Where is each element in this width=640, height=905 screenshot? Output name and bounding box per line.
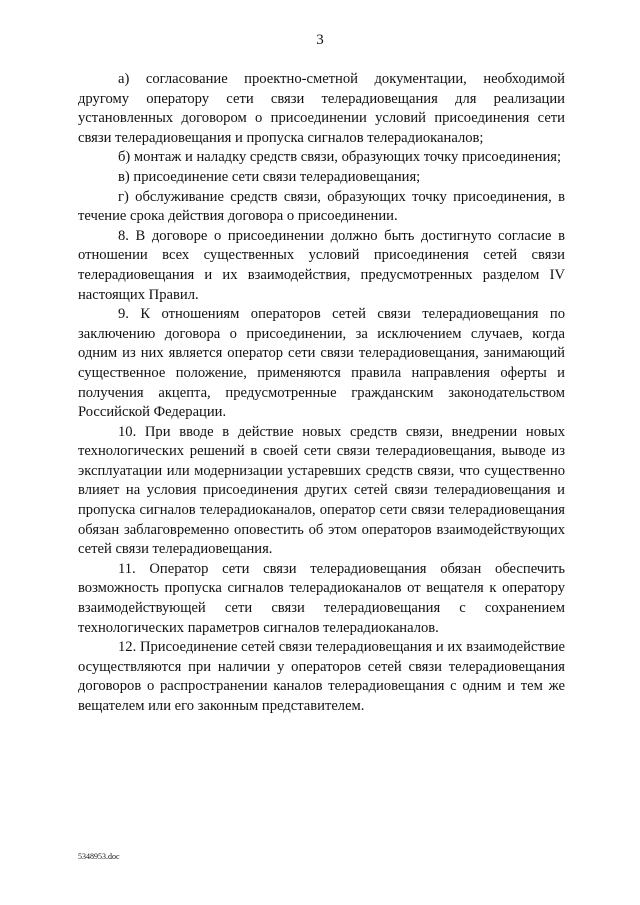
paragraph-item-g: г) обслуживание средств связи, образующих точку присоединения, в течение срока действия договора о присоединении. xyxy=(78,188,565,225)
document-body xyxy=(78,70,565,717)
paragraph-clause-9: 9. К отношениям операторов сетей связи телерадиовещания по заключению договора о присоединении, за исключением случаев, когда одним из них является оператор сети связи телерадиовещания, занимающий существенное положение, применяются правила направления оферты и получения акцепта, предусмотренные гражданским законодательством Российской Федерации. xyxy=(78,306,565,421)
document-file-name: 5348953.doc xyxy=(78,852,120,861)
page-number: 3 xyxy=(316,32,324,48)
paragraph-item-v: в) присоединение сети связи телерадиовещания; xyxy=(118,168,421,185)
paragraph-item-a: а) согласование проектно-сметной документации, необходимой другому оператору сети связи телерадиовещания для реализации установленных договором о присоединении условий присоединения сети связи телерадиовещания и пропуска сигналов телерадиоканалов; xyxy=(78,71,565,146)
paragraph-clause-11: 11. Оператор сети связи телерадиовещания обязан обеспечить возможность пропуска сигналов телерадиоканалов от вещателя к оператору взаимодействующей сети связи телерадиовещания с сохранением технологических параметров сигналов телерадиоканалов. xyxy=(78,560,565,636)
paragraph-clause-10: 10. При вводе в действие новых средств связи, внедрении новых технологических решений в своей сети связи телерадиовещания, выводе из эксплуатации или модернизации устаревших средств связи, что существенно влияет на условия присоединения других сетей связи телерадиовещания и пропуска сигналов телерадиоканалов, оператор сети связи телерадиовещания обязан заблаговременно оповестить об этом операторов взаимодействующих сетей связи телерадиовещания. xyxy=(78,423,565,558)
paragraph-item-b: б) монтаж и наладку средств связи, образующих точку присоединения; xyxy=(118,149,562,166)
paragraph-clause-8: 8. В договоре о присоединении должно быть достигнуто согласие в отношении всех существенных условий присоединения сетей связи телерадиовещания и их взаимодействия, предусмотренных разделом IV настоящих Правил. xyxy=(78,227,565,303)
paragraph-clause-12: 12. Присоединение сетей связи телерадиовещания и их взаимодействие осуществляются при наличии у операторов сетей связи телерадиовещания договоров о распространении каналов телерадиовещания с одним и тем же вещателем или его законным представителем. xyxy=(78,639,565,714)
